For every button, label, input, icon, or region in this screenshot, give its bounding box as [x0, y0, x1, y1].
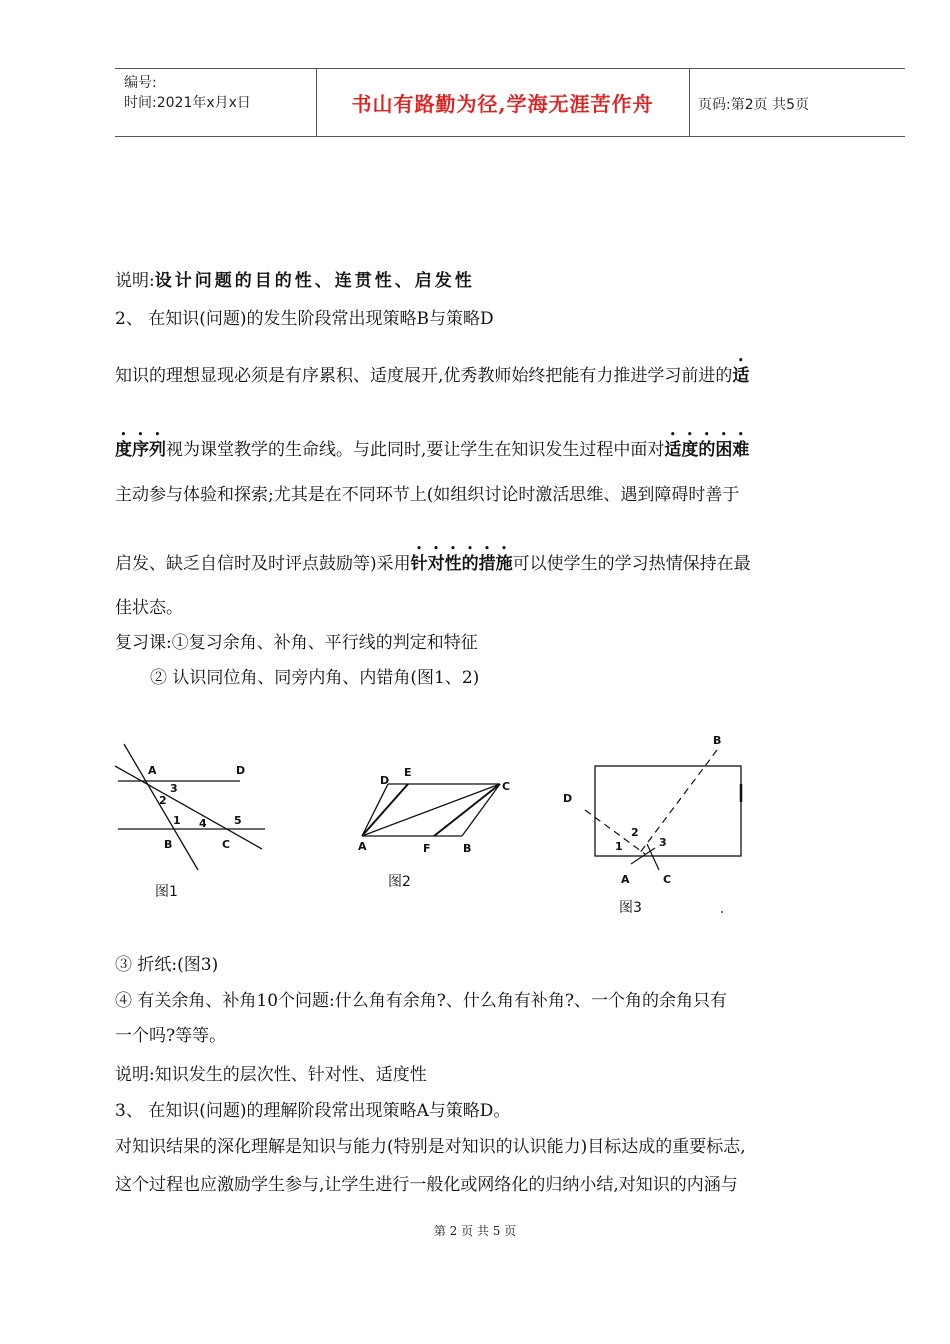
p1-text: 知识的理想显现必须是有序累积、适度展开,优秀教师始终把能有力推进学习前进的 — [115, 366, 733, 386]
fig3-label-d: D — [563, 792, 573, 805]
section2-heading: 2、 在知识(问题)的发生阶段常出现策略B与策略D — [115, 309, 494, 329]
fig1-label-3: 3 — [170, 782, 178, 795]
header-slogan: 书山有路勤为径,学海无涯苦作舟 — [351, 92, 654, 116]
header-time-label: 时间:2021年x月x日 — [124, 95, 251, 111]
fig2-label-c: C — [502, 780, 511, 793]
note2: 说明:知识发生的层次性、针对性、适度性 — [115, 1065, 427, 1085]
p2-emphasis-1: 度序列 — [115, 440, 166, 460]
paragraph-line-4 — [115, 544, 751, 574]
fig1-label-a: A — [148, 764, 157, 777]
header-top-border — [115, 68, 905, 69]
p4-emphasis: 针对性的措施 — [410, 554, 513, 574]
header-code-label: 编号: — [124, 75, 157, 91]
paragraph-line-5: 佳状态。 — [115, 598, 183, 618]
review-line-2: ② 认识同位角、同旁内角、内错角(图1、2) — [150, 668, 480, 688]
header-divider-right — [689, 68, 690, 136]
fig1-caption: 图1 — [155, 884, 178, 900]
figure-3 — [555, 726, 755, 926]
fig3-label-2: 2 — [631, 826, 639, 839]
fig1-label-d: D — [236, 764, 246, 777]
fig2-caption: 图2 — [388, 874, 411, 890]
p2-text: 视为课堂教学的生命线。与此同时,要让学生在知识发生过程中面对 — [166, 440, 665, 460]
p4-text-2: 可以使学生的学习热情保持在最 — [512, 554, 751, 574]
fig3-label-a: A — [621, 873, 630, 886]
paragraph-line-7: 这个过程也应激励学生参与,让学生进行一般化或网络化的归纳小结,对知识的内涵与 — [115, 1175, 738, 1195]
fig3-label-c: C — [663, 873, 672, 886]
fig1-label-c: C — [222, 838, 231, 851]
fig1-label-1: 1 — [173, 814, 181, 827]
fig2-label-e: E — [404, 766, 412, 779]
fig3-label-3: 3 — [659, 836, 667, 849]
figure-1 — [110, 738, 280, 908]
paragraph-line-6: 对知识结果的深化理解是知识与能力(特别是对知识的认识能力)目标达成的重要标志, — [115, 1137, 746, 1157]
fig1-label-5: 5 — [234, 814, 242, 827]
fig1-label-2: 2 — [159, 794, 167, 807]
note1-prefix: 说明: — [115, 271, 155, 291]
fig3-label-1: 1 — [615, 840, 623, 853]
fig3-caption: 图3 — [619, 900, 642, 916]
page-footer: 第 2 页 共 5 页 — [433, 1224, 517, 1238]
review-line-1: 复习课:①复习余角、补角、平行线的判定和特征 — [115, 633, 478, 653]
p4-text-1: 启发、缺乏自信时及时评点鼓励等)采用 — [115, 554, 411, 574]
questions-line-2: 一个吗?等等。 — [115, 1026, 227, 1046]
fig2-label-d: D — [380, 774, 390, 787]
section3-heading: 3、 在知识(问题)的理解阶段常出现策略A与策略D。 — [115, 1101, 511, 1121]
fig2-segment-ae — [362, 784, 408, 836]
p1-emphasis: 适 — [732, 366, 750, 386]
questions-line-1: ④ 有关余角、补角10个问题:什么角有余角?、什么角有补角?、一个角的余角只有 — [115, 991, 727, 1011]
note1 — [115, 266, 475, 291]
fig1-transversal-ac — [115, 766, 262, 849]
fig2-label-b: B — [463, 842, 472, 855]
p2-emphasis-2: 适度的困难 — [664, 440, 750, 460]
figure-2 — [350, 760, 520, 900]
header-page-label: 页码:第2页 共5页 — [698, 97, 809, 113]
paragraph-line-2 — [115, 430, 749, 460]
fold-line: ③ 折纸:(图3) — [115, 955, 219, 975]
paragraph-line-1 — [115, 356, 749, 386]
fig3-label-b: B — [713, 734, 722, 747]
note1-bold: 设计问题的目的性、连贯性、启发性 — [154, 271, 475, 291]
header-bottom-border — [115, 136, 905, 137]
paragraph-line-3: 主动参与体验和探索;尤其是在不同环节上(如组织讨论时激活思维、遇到障碍时善于 — [115, 485, 740, 505]
fig1-label-4: 4 — [199, 817, 207, 830]
fig2-diagonal-ac — [362, 784, 500, 836]
fig1-label-b: B — [164, 838, 173, 851]
fig2-label-a: A — [358, 840, 367, 853]
fig2-label-f: F — [423, 842, 431, 855]
